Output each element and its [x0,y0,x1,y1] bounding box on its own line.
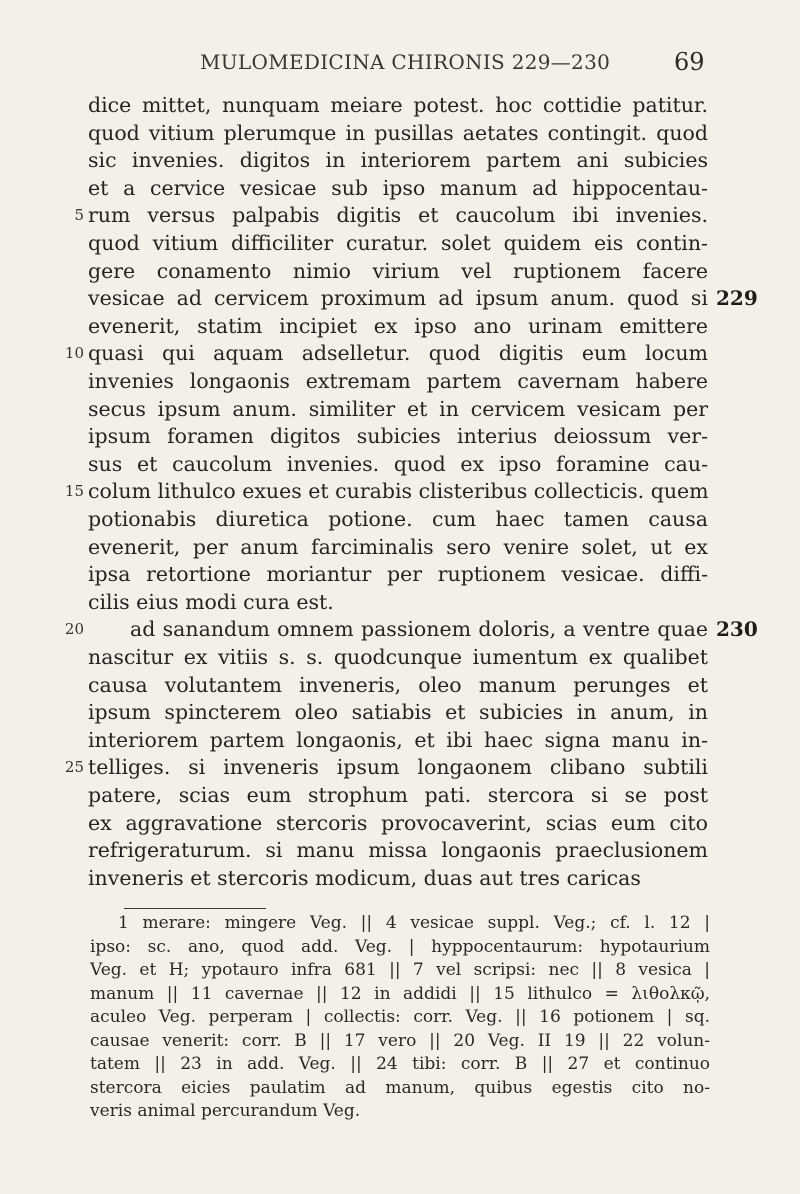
text-line: causa volutantem inveneris, oleo manum perunges et [88,672,708,697]
text-line: evenerit, statim incipiet ex ipso ano urinam emittere [88,313,708,338]
line-number: 25 [64,758,84,777]
apparatus-line: 1 merare: mingere Veg. || 4 vesicae suppl. Veg.; cf. l. 12 | [118,913,710,933]
text-line: invenies longaonis extremam partem cavernam habere [88,369,708,393]
text-line: sus et caucolum invenies. quod ex ipso foramine cau- [88,451,708,476]
text-line: vesicae ad cervicem proximum ad ipsum anum. quod si [88,286,708,311]
text-line: et a cervice vesicae sub ipso manum ad hippocentau- [88,175,708,200]
text-line: patere, scias eum strophum pati. stercora si se post [88,783,708,807]
apparatus-line: aculeo Veg. perperam | collectis: corr. Veg. || 16 potionem | sq. [90,1007,710,1027]
section-number: 229 [716,286,758,311]
line-number: 10 [64,344,84,363]
text-line: quasi qui aquam adselletur. quod digitis eum locum [88,341,708,366]
text-line: ipsum foramen digitos subicies interius deiossum ver- [88,424,708,449]
text-line: ad sanandum omnem passionem doloris, a ventre quae [130,617,708,642]
apparatus-line: causae venerit: corr. B || 17 vero || 20 Veg. II 19 || 22 volun- [90,1030,710,1051]
text-line: ipsum spincterem oleo satiabis et subicies in anum, in [88,700,708,725]
text-line: quod vitium difficiliter curatur. solet quidem eis contin- [88,231,708,255]
text-line: secus ipsum anum. similiter et in cervicem vesicam per [88,396,708,421]
text-line: ipsa retortione moriantur per ruptionem vesicae. diffi- [88,562,708,587]
text-line: rum versus palpabis digitis et caucolum ibi invenies. [88,203,708,228]
text-line: gere conamento nimio virium vel ruptionem facere [88,258,708,283]
line-number: 15 [64,482,84,501]
section-number: 230 [716,617,758,642]
apparatus-line: manum || 11 cavernae || 12 in addidi || 15 lithulco = λιθολκῷ, [90,983,710,1004]
apparatus-line: veris animal percurandum Veg. [90,1101,361,1121]
text-line: colum lithulco exues et curabis clisteribus collecticis. quem [88,479,709,504]
text-line: telliges. si inveneris ipsum longaonem clibano subtili [88,755,708,780]
text-line: quod vitium plerumque in pusillas aetates contingit. quod [88,120,708,145]
apparatus-line: ipso: sc. ano, quod add. Veg. | hyppocentaurum: hypotaurium [90,936,710,957]
text-line: inveneris et stercoris modicum, duas aut tres caricas [88,865,641,890]
line-number: 5 [74,206,84,225]
text-line: ex aggravatione stercoris provocaverint, scias eum cito [88,810,708,835]
apparatus-line: Veg. et H; ypotauro infra 681 || 7 vel scripsi: nec || 8 vesica | [90,960,710,980]
line-number: 20 [64,620,84,639]
text-line: potionabis diuretica potione. cum haec tamen causa [88,507,708,531]
apparatus-line: stercora eicies paulatim ad manum, quibus egestis cito no- [90,1077,710,1098]
text-line: refrigeraturum. si manu missa longaonis praeclusionem [88,838,708,863]
text-line: cilis eius modi cura est. [88,589,334,614]
apparatus-line: tatem || 23 in add. Veg. || 24 tibi: corr. B || 27 et continuo [90,1054,710,1074]
text-line: interiorem partem longaonis, et ibi haec signa manu in- [88,727,708,752]
running-title: MULOMEDICINA CHIRONIS 229—230 [200,50,611,74]
page-number: 69 [674,48,705,76]
text-line: sic invenies. digitos in interiorem partem ani subicies [88,148,708,173]
text-line: evenerit, per anum farciminalis sero venire solet, ut ex [88,534,708,559]
footnote-divider [124,908,266,909]
running-header [0,44,800,84]
text-line: dice mittet, nunquam meiare potest. hoc cottidie patitur. [88,93,708,117]
text-line: nascitur ex vitiis s. s. quodcunque iumentum ex qualibet [88,645,708,669]
